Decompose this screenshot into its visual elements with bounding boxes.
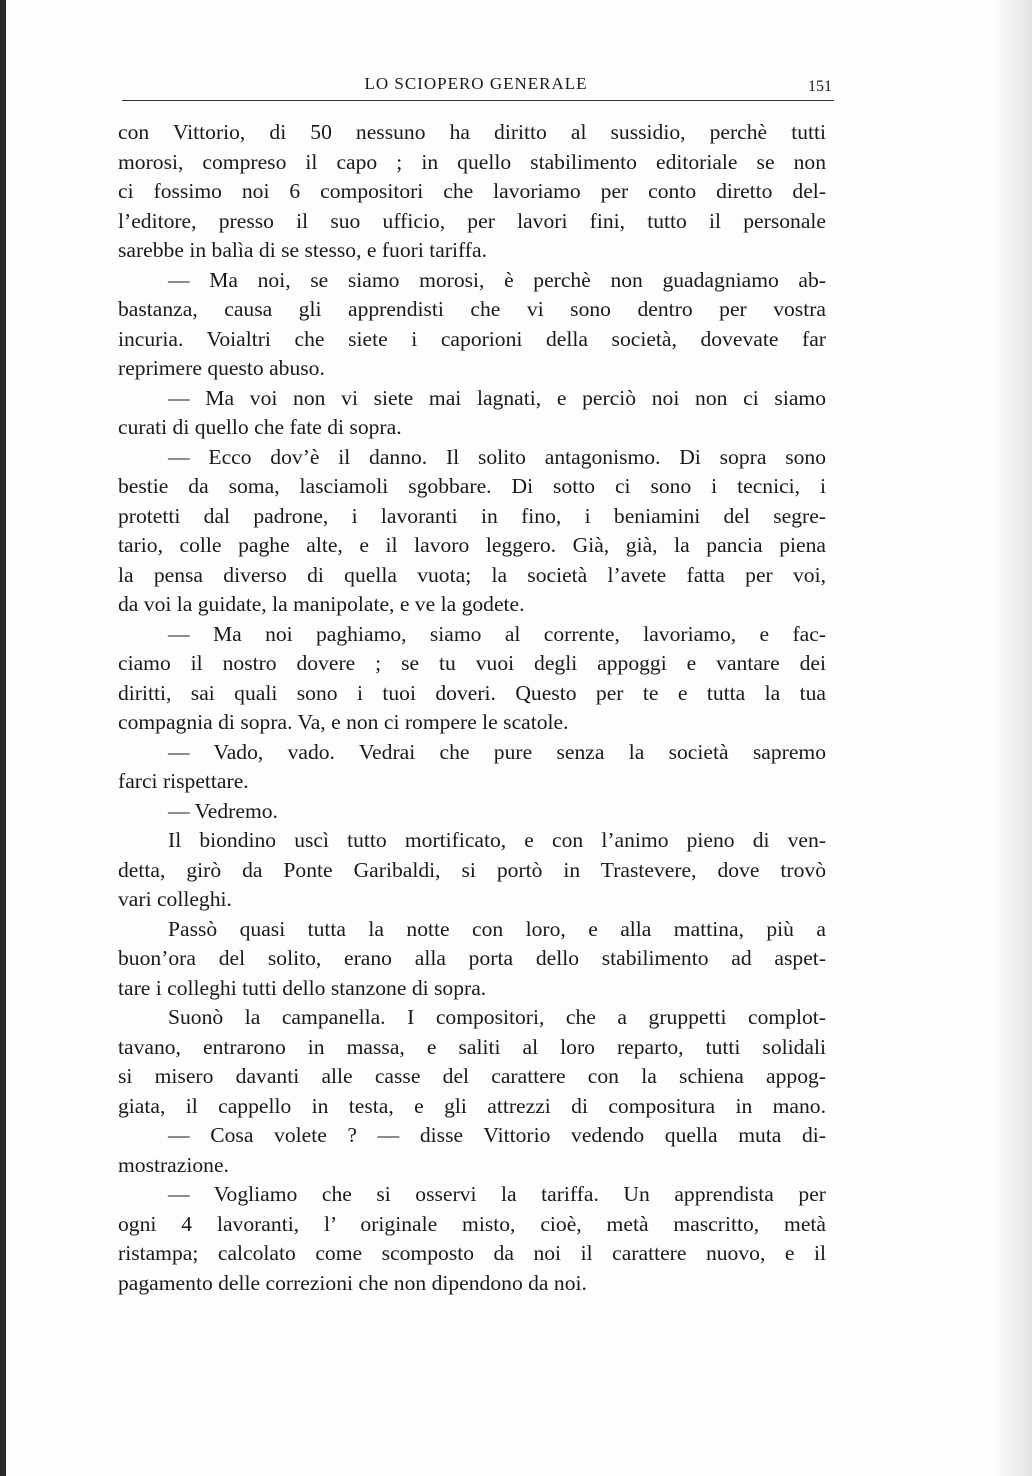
text-line: — Ecco dov’è il danno. Il solito antagonismo. Di sopra sono [168,444,826,469]
text-line: la pensa diverso di quella vuota; la società l’avete fatta per voi, [118,562,826,587]
text-line: Suonò la campanella. I compositori, che a gruppetti complot- [168,1005,826,1029]
body-text [118,118,826,1298]
text-line: curati di quello che fate di sopra. [118,415,402,439]
text-line: tario, colle paghe alte, e il lavoro leggero. Già, già, la pancia piena [118,533,826,557]
text-line: morosi, compreso il capo ; in quello stabilimento editoriale se non [118,149,826,174]
text-line: — Vado, vado. Vedrai che pure senza la società sapremo [168,739,826,764]
text-line: buon’ora del solito, erano alla porta dello stabilimento ad aspet- [118,946,826,970]
page-gutter-shadow [992,0,1032,1476]
text-line: — Cosa volete ? — disse Vittorio vedendo quella muta di- [168,1123,826,1147]
text-line: bestie da soma, lasciamoli sgobbare. Di sotto ci sono i tecnici, i [118,474,826,498]
text-line: ciamo il nostro dovere ; se tu vuoi degli appoggi e vantare dei [118,651,826,675]
text-line: ristampa; calcolato come scomposto da noi il carattere nuovo, e il [118,1241,826,1265]
page-number: 151 [808,78,832,95]
running-header [120,74,832,102]
text-line: detta, girò da Ponte Garibaldi, si portò in Trastevere, dove trovò [118,857,826,882]
text-line: Il biondino uscì tutto mortificato, e con l’animo pieno di ven- [168,828,826,852]
text-line: — Ma voi non vi siete mai lagnati, e perciò noi non ci siamo [168,385,826,410]
page-edge-shadow [0,0,6,1476]
text-line: mostrazione. [118,1152,229,1177]
text-line: — Ma noi, se siamo morosi, è perchè non guadagniamo ab- [168,267,826,292]
text-line: si misero davanti alle casse del carattere con la schiena appog- [118,1064,826,1088]
text-line: bastanza, causa gli apprendisti che vi sono dentro per vostra [118,297,826,321]
text-line: ogni 4 lavoranti, l’ originale misto, cioè, metà mascritto, metà [118,1211,826,1236]
text-line: vari colleghi. [118,887,232,911]
text-line: — Ma noi paghiamo, siamo al corrente, lavoriamo, e fac- [168,621,826,646]
header-rule [122,100,834,101]
text-line: reprimere questo abuso. [118,356,325,380]
text-line: ci fossimo noi 6 compositori che lavoriamo per conto diretto del- [118,179,826,203]
text-line: farci rispettare. [118,769,249,793]
text-line: Passò quasi tutta la notte con loro, e alla mattina, più a [168,916,826,941]
header-title: LO SCIOPERO GENERALE [364,74,588,93]
text-line: giata, il cappello in testa, e gli attrezzi di compositura in mano. [118,1093,826,1118]
text-line: protetti dal padrone, i lavoranti in fino, i beniamini del segre- [118,503,826,528]
text-line: sarebbe in balìa di se stesso, e fuori tariffa. [118,238,487,262]
text-line: con Vittorio, di 50 nessuno ha diritto al sussidio, perchè tutti [118,120,826,144]
text-line: compagnia di sopra. Va, e non ci rompere le scatole. [118,710,569,734]
text-line: pagamento delle correzioni che non dipendono da noi. [118,1270,587,1295]
text-line: — Vedremo. [168,798,278,823]
text-line: da voi la guidate, la manipolate, e ve la godete. [118,592,525,616]
text-line: l’editore, presso il suo ufficio, per lavori fini, tutto il personale [118,208,826,233]
text-line: tavano, entrarono in massa, e saliti al loro reparto, tutti solidali [118,1034,826,1059]
text-line: diritti, sai quali sono i tuoi doveri. Questo per te e tutta la tua [118,680,826,705]
text-line: incuria. Voialtri che siete i caporioni della società, dovevate far [118,326,826,351]
text-line: — Vogliamo che si osservi la tariffa. Un apprendista per [168,1182,826,1206]
text-line: tare i colleghi tutti dello stanzone di sopra. [118,975,487,1000]
